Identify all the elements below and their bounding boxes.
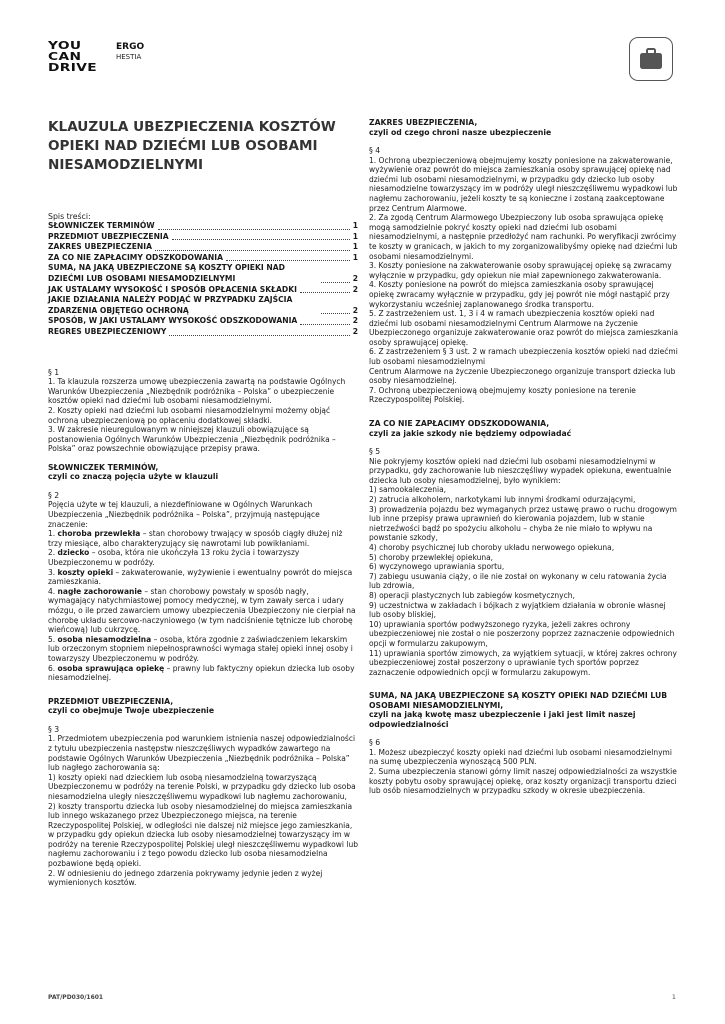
definitions-list [48,529,358,683]
toc-item[interactable] [48,221,358,232]
definition-item [48,587,358,635]
toc-item[interactable] [48,253,358,264]
section-heading: SUMA, NA JAKĄ UBEZPIECZONE SĄ KOSZTY OPIEKI NAD DZIEĆMI LUB OSOBAMI NIESAMODZIELNYMI, [369,691,668,710]
definition-item [48,568,358,587]
definition-number: 1. [48,529,58,539]
definition-number: 2. [48,548,58,558]
toc-item[interactable] [48,263,358,284]
section-number: § 2 [48,490,60,500]
toc-item[interactable] [48,242,358,253]
section-subheading: czyli od czego chroni nasze ubezpieczenie [369,127,552,137]
toc-leader [169,335,349,336]
definition-number: 6. [48,663,58,673]
toc-item-text: SUMA, NA JAKĄ UBEZPIECZONE SĄ KOSZTY OPIEKI NAD DZIEĆMI LUB OSOBAMI NIESAMODZIELNYMI [48,263,285,283]
section-subheading: czyli co obejmuje Twoje ubezpieczenie [48,706,215,716]
toc-page: 2 [352,326,358,336]
section-heading: ZAKRES UBEZPIECZENIA, [369,118,478,127]
toc-page: 1 [352,242,358,252]
toc-item[interactable] [48,285,358,296]
table-of-contents [48,221,358,338]
toc-leader [226,260,350,261]
toc-item-text: PRZEDMIOT UBEZPIECZENIA [48,231,169,241]
section-number: § 4 [369,146,381,155]
brand-logo [48,40,188,82]
section-number: § 3 [48,724,60,734]
definition-item [48,548,358,567]
section-body: 1. Ochroną ubezpieczeniową obejmujemy koszty poniesione na zakwaterowanie, wyżywienie oraz powrót do miejsca zamieszkania osoby sprawującej opiekę nad dziećmi lub osobami niesamodzielnymi, w przypadku gdy dziecko lub osoby niesamodzielne towarzyszący im w podróży uległ nieszczęśliwemu wypadkowi lub nagłemu zachorowaniu, jeżeli koszty te są konieczne i zostaną zaakceptowane przez Centrum Alarmowe. 2. Za zgodą Centrum Alarmowego Ubezpieczony lub osoba sprawująca opiekę mogą samodzielnie pokryć koszty opieki nad dziećmi lub osobami niesamodzielnymi, a następnie przedłożyć nam rachunki. Po weryfikacji zwrócimy te koszty w granicach, w jakich to my zorganizowalibyśmy opiekę nad dziećmi lub osobami niesamodzielnymi. 3. Koszty poniesione na zakwaterowanie osoby sprawującej opiekę są zwracamy wyłącznie w przypadku, gdy opiekun nie miał zapewnionego zakwaterowania. 4. Koszty poniesione na powrót do miejsca zamieszkania osoby sprawującej opiekę zwracamy wyłącznie w przypadku, gdy jej powrót nie mógł nastąpić przy wykorzystaniu wcześniej zaplanowanego środka transportu. 5. Z zastrzeżeniem ust. 1, 3 i 4 w ramach ubezpieczenia kosztów opieki nad dziećmi lub osobami niesamodzielnymi Centrum Alarmowe na życzenie Ubezpieczonego organizuje zakwaterowanie oraz powrót do miejsca zamieszkania osoby sprawującej opiekę. 6. Z zastrzeżeniem § 3 ust. 2 w ramach ubezpieczenia kosztów opieki nad dziećmi lub osobami niesamodzielnymi Centrum Alarmowe na życzenie Ubezpieczonego organizuje transport dziecka lub osoby niesamodzielnej. 7. Ochroną ubezpieczeniową obejmujemy koszty poniesione na terenie Rzeczypospolitej Polskiej. [369,155,679,405]
logo-line: YOU [48,39,82,52]
toc-item-text: SŁOWNICZEK TERMINÓW [48,221,155,230]
definition-text: – stan chorobowy trwający w sposób ciągły dłużej niż trzy miesiące, albo charakteryzujący się nawrotami lub powikłaniami. [48,529,343,548]
section-subheading: czyli na jaką kwotę masz ubezpieczenie i jaki jest limit naszej odpowiedzialności [369,710,636,729]
toc-item[interactable] [48,295,358,316]
toc-item-text: ZAKRES UBEZPIECZENIA [48,242,152,252]
toc-leader [321,282,350,283]
toc-page: 2 [352,284,358,294]
toc-item-text: ZA CO NIE ZAPŁACIMY ODSZKODOWANIA [48,252,223,262]
brand-ergo: ERGO [116,42,145,52]
definition-term: choroba przewlekła [57,529,141,539]
definition-item [48,635,358,664]
section-number: § 6 [369,738,381,748]
toc-leader [155,250,350,251]
toc-item-text: JAK USTALAMY WYSOKOŚĆ I SPOSÓB OPŁACENIA SKŁADKI [48,284,297,294]
logo-line: DRIVE [48,61,98,74]
section-number: § 1 [48,367,60,377]
toc-page: 2 [352,316,358,326]
definition-item [48,664,358,683]
definition-number: 3. [48,567,58,577]
toc-page: 2 [352,273,358,283]
right-column [369,118,679,796]
definition-term: dziecko [57,548,90,558]
toc-caption: Spis treści: [48,212,91,221]
briefcase-badge [629,37,673,81]
definition-term: osoba sprawująca opiekę [57,663,165,673]
definition-number: 4. [48,586,58,596]
section-heading: SŁOWNICZEK TERMINÓW, [48,462,159,472]
definition-term: nagłe zachorowanie [57,586,142,596]
section-subheading: czyli co znaczą pojęcia użyte w klauzuli [48,472,219,482]
toc-item[interactable] [48,327,358,338]
document-title: KLAUZULA UBEZPIECZENIA KOSZTÓW OPIEKI NAD DZIEĆMI LUB OSOBAMI NIESAMODZIELNYMI [48,119,336,173]
toc-leader [158,229,350,230]
toc-item-text: JAKIE DZIAŁANIA NALEŻY PODJĄĆ W PRZYPADKU ZAJŚCIA ZDARZENIA OBJĘTEGO OCHRONĄ [48,295,293,315]
definition-term: koszty opieki [57,567,114,577]
toc-leader [321,313,350,314]
left-column [48,118,358,888]
section-body: 1. Przedmiotem ubezpieczenia pod warunkiem istnienia naszej odpowiedzialności z tytułu ubezpieczenia następstw nieszczęśliwych wypadków zawartego na podstawie Ogólnych Warunków Ubezpieczenia „Niezbędnik podróżnika – Polska” lub nagłego zachorowania są: 1) koszty opieki nad dzieckiem lub osobą niesamodzielną towarzyszącą Ubezpieczonemu w podróży na terenie Polski, w przypadku gdy dziecko lub osoba niesamodzielna uległy nieszczęśliwemu wypadkowi lub nagłemu zachorowaniu, 2) koszty transportu dziecka lub osoby niesamodzielnej do miejsca zamieszkania lub innego wskazanego przez Ubezpieczonego miejsca, na terenie Rzeczypospolitej Polskiej, w odległości nie dalszej niż miejsce jego zamieszkania, w przypadku gdy opiekun dziecka lub osoby niesamodzielnej towarzyszący im w podróży na terenie Rzeczypospolitej Polskiej uległ nieszczęśliwemu wypadkowi lub nagłemu zachorowaniu i z tego powodu dziecko lub osoba niesamodzielna pozbawione będą opieki. 2. W odniesieniu do jednego zdarzenia pokrywamy jedynie jeden z wyżej wymienionych kosztów. [48,734,358,888]
section-heading: PRZEDMIOT UBEZPIECZENIA, [48,696,174,706]
brand-hestia: HESTIA [116,53,142,61]
you-can-drive-logo [48,39,98,74]
logo-line: CAN [48,50,82,63]
definition-text: – osoba, która nie ukończyła 13 roku życia i towarzyszy Ubezpieczonemu w podróży. [48,548,300,568]
section-body: 1. Możesz ubezpieczyć koszty opieki nad dziećmi lub osobami niesamodzielnymi na sumę ubezpieczenia wynoszącą 500 PLN. 2. Suma ubezpieczenia stanowi górny limit naszej odpowiedzialności za wszystkie koszty pobytu osoby sprawującej opiekę, oraz koszty organizacji transportu dzieci lub osób niesamodzielnych w przypadku szkody w okresie ubezpieczenia. [369,747,677,796]
toc-item-text: REGRES UBEZPIECZENIOWY [48,326,167,336]
toc-page: 1 [352,252,358,262]
definition-item [48,529,358,548]
toc-item[interactable] [48,316,358,327]
section-body: Nie pokryjemy kosztów opieki nad dziećmi lub osobami niesamodzielnymi w przypadku, gdy zachorowanie lub nieszczęśliwy wypadek opiekuna, ewentualnie dziecka lub osoby niesamodzielnej, było wynikiem: 1) samookaleczenia, 2) zatrucia alkoholem, narkotykami lub innymi środkami odurzającymi, 3) prowadzenia pojazdu bez wymaganych przez ustawę prawo o ruchu drogowym lub inne przepisy prawa uprawnień do kierowania pojazdem, lub w stanie nietrzeźwości bądź po spożyciu alkoholu – chyba że nie miało to wpływu na powstanie szkody, 4) choroby psychicznej lub choroby układu nerwowego opiekuna, 5) choroby przewlekłej opiekuna, 6) wyczynowego uprawiania sportu, 7) zabiegu usuwania ciąży, o ile nie został on wykonany w celu ratowania życia lub zdrowia, 8) operacji plastycznych lub zabiegów kosmetycznych, 9) uczestnictwa w zakładach i bójkach z wyjątkiem działania w obronie własnej lub osoby bliskiej, 10) uprawiania sportów podwyższonego ryzyka, jeżeli zakres ochrony ubezpieczeniowej nie został o nie poszerzony poprzez zaznaczenie odpowiednich opcji w formularzu zakupowym, 11) uprawiania sportów zimowych, za wyjątkiem sytuacji, w której zakres ochrony ubezpieczeniowej został poszerzony o uprawianie tych sportów poprzez zaznaczenie odpowiednich opcji w formularzu zakupowym. [369,456,677,677]
section-subheading: czyli za jakie szkody nie będziemy odpowiadać [369,428,572,438]
toc-leader [300,292,350,293]
toc-page: 1 [352,221,358,230]
section-number: § 5 [369,447,381,457]
document-code: PAT/PD030/1601 [48,994,104,1001]
definition-number: 5. [48,634,58,644]
section-intro: Pojęcia użyte w tej klauzuli, a niezdefiniowane w Ogólnych Warunkach Ubezpieczenia „Niezbędnik podróżnika – Polska”, przyjmują następujące znaczenie: [48,500,320,529]
toc-page: 1 [352,231,358,241]
toc-item-text: SPOSÓB, W JAKI USTALAMY WYSOKOŚĆ ODSZKODOWANIA [48,316,298,326]
section-heading: ZA CO NIE ZAPŁACIMY ODSZKODOWANIA, [369,419,550,429]
page-number: 1 [672,994,676,1001]
definition-term: osoba niesamodzielna [57,634,152,644]
toc-leader [300,324,349,325]
toc-leader [172,239,350,240]
definition-text: – zakwaterowanie, wyżywienie i ewentualny powrót do miejsca zamieszkania. [48,567,353,587]
briefcase-icon [639,48,663,70]
definition-text: – stan chorobowy powstały w sposób nagły, wymagający natychmiastowej pomocy medycznej, w tym zawały serca i udary mózgu, o ile przed zawarciem umowy ubezpieczenia Ubezpieczony nie cierpiał na chorobę układu sercowo-naczyniowego (w tym nadciśnienie tętnicze lub chorobę wieńcową) lub cukrzycę. [48,586,356,635]
definition-text: – osoba, która zgodnie z zaświadczeniem lekarskim lub orzeczonym stopniem niepełnosprawności wymaga stałej opieki innej osoby i towarzyszy Ubezpieczonemu w podróży. [48,634,353,663]
definition-text: – prawny lub faktyczny opiekun dziecka lub osoby niesamodzielnej. [48,663,355,683]
toc-page: 2 [352,305,358,315]
toc-item[interactable] [48,232,358,243]
section-body: 1. Ta klauzula rozszerza umowę ubezpieczenia zawartą na podstawie Ogólnych Warunków Ubezpieczenia „Niezbędnik podróżnika – Polska” o ubezpieczenie kosztów opieki nad dziećmi lub osobami niesamodzielnymi. 2. Koszty opieki nad dziećmi lub osobami niesamodzielnymi możemy objąć ochroną ubezpieczeniową po opłaceniu dodatkowej składki. 3. W zakresie nieuregulowanym w niniejszej klauzuli obowiązujące są postanowienia Ogólnych Warunków Ubezpieczenia „Niezbędnik podróżnika – Polska” oraz powszechnie obowiązujące przepisy prawa. [48,377,346,454]
